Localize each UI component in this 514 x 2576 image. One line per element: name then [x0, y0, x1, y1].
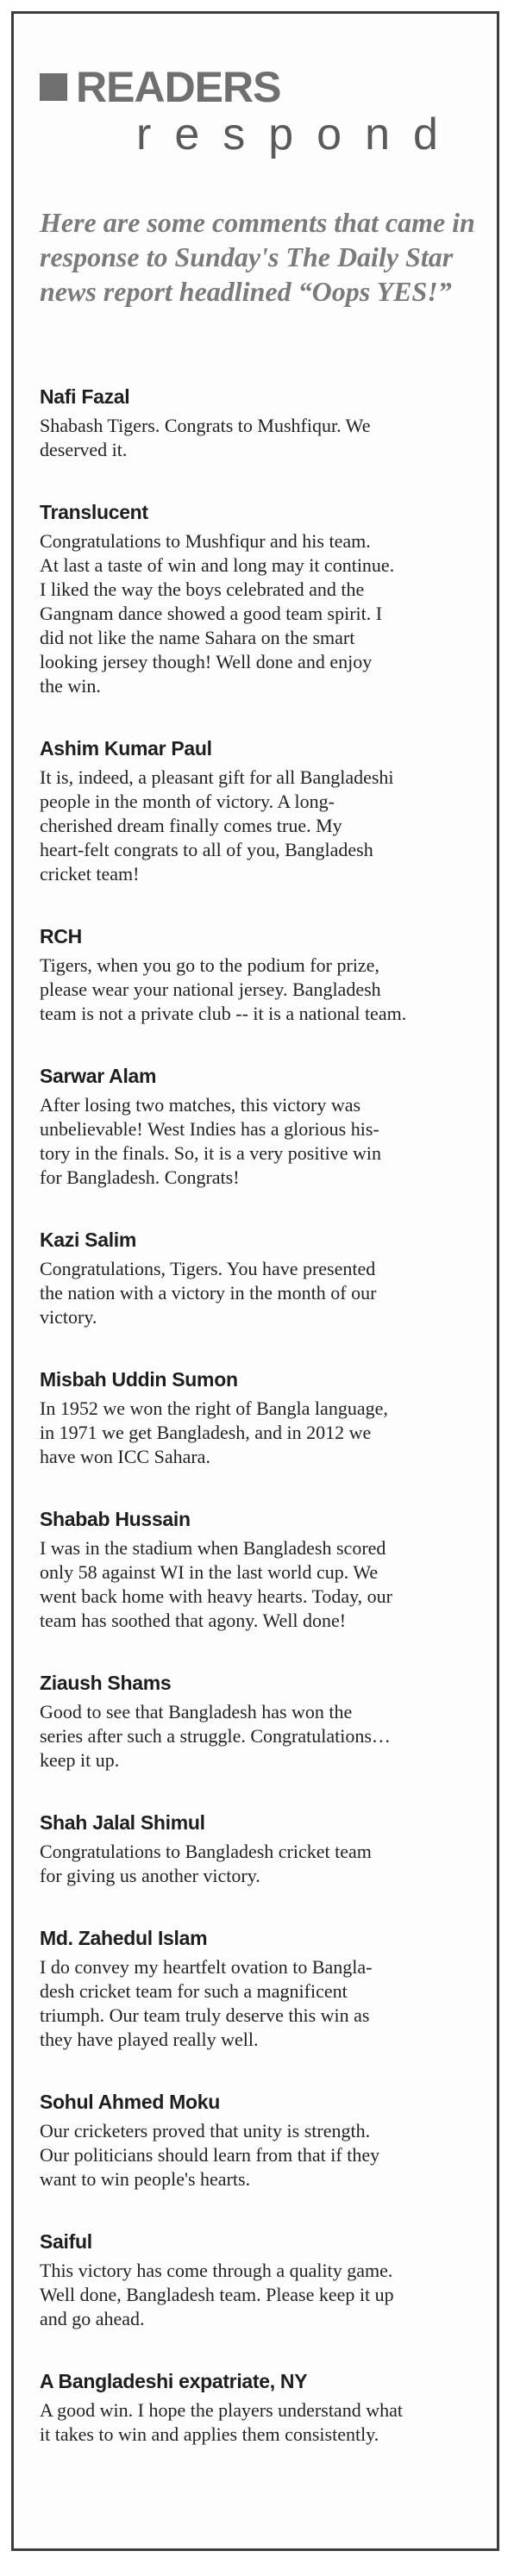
commenter-name: Nafi Fazal: [40, 385, 130, 408]
commenter-name: Ashim Kumar Paul: [40, 737, 212, 760]
comment-text: Good to see that Bangladesh has won the series after such a struggle. Congratulations… keep it up.: [40, 1701, 391, 1771]
comment-item: [40, 2369, 497, 2447]
commenter-name: Shabab Hussain: [40, 1508, 191, 1530]
comment-item: [40, 1671, 497, 1773]
article-frame: [11, 11, 499, 2551]
intro-text: Here are some comments that came in response to Sunday's The Daily Star news report headlined “Oops YES!”: [40, 207, 475, 307]
commenter-name: Shah Jalal Shimul: [40, 1811, 205, 1834]
section-title-respond: respond: [136, 109, 461, 159]
comment-text: This victory has come through a quality game. Well done, Bangladesh team. Please keep it up and go ahead.: [40, 2260, 394, 2329]
comment-text: Our cricketers proved that unity is strength. Our politicians should learn from that if they want to win people's hearts.: [40, 2120, 380, 2190]
commenter-name: Translucent: [40, 501, 148, 523]
comment-item: [40, 924, 497, 1026]
comment-text: I do convey my heartfelt ovation to Bangla- desh cricket team for such a magnificent triumph. Our team truly deserve this win as they have played really well.: [40, 1956, 373, 2050]
comment-text: Congratulations, Tigers. You have presented the nation with a victory in the month of our victory.: [40, 1258, 377, 1328]
comment-item: [40, 1507, 497, 1633]
commenter-name: Saiful: [40, 2230, 92, 2253]
comment-text: Congratulations to Bangladesh cricket team for giving us another victory.: [40, 1841, 372, 1886]
section-header: [40, 61, 497, 173]
commenter-name: A Bangladeshi expatriate, NY: [40, 2370, 308, 2392]
commenter-name: Kazi Salim: [40, 1229, 137, 1251]
comment-text: I was in the stadium when Bangladesh scored only 58 against WI in the last world cup. We went back home with heavy hearts. Today, our team has soothed that agony. Well done!: [40, 1537, 393, 1631]
commenter-name: Md. Zahedul Islam: [40, 1927, 208, 1949]
comment-text: Tigers, when you go to the podium for prize, please wear your national jersey. Bangladesh team is not a private club -- it is a national team.: [40, 954, 407, 1024]
commenter-name: Sarwar Alam: [40, 1065, 157, 1087]
comment-item: [40, 500, 497, 698]
comment-item: [40, 1926, 497, 2052]
commenter-name: Sohul Ahmed Moku: [40, 2091, 221, 2113]
comment-text: After losing two matches, this victory was unbelievable! West Indies has a glorious his- tory in the finals. So, it is a very positive win for Bangladesh. Congrats!: [40, 1094, 381, 1188]
comment-text: Congratulations to Mushfiqur and his team. At last a taste of win and long may it continue. I liked the way the boys celebrated and the Gangnam dance showed a good team spirit. I did not like the name Sahara on the smart looking jersey though! Well done and enjoy the win.: [40, 530, 395, 697]
comment-item: [40, 2090, 497, 2191]
comments-list: [40, 385, 497, 2485]
comment-item: [40, 736, 497, 886]
comment-item: [40, 385, 497, 462]
commenter-name: RCH: [40, 925, 82, 947]
comment-text: In 1952 we won the right of Bangla language, in 1971 we get Bangladesh, and in 2012 we have won ICC Sahara.: [40, 1397, 388, 1467]
commenter-name: Ziaush Shams: [40, 1672, 172, 1694]
comment-item: [40, 1810, 497, 1888]
square-bullet-icon: [40, 73, 67, 101]
section-title-readers: READERS: [76, 63, 281, 111]
comment-text: Shabash Tigers. Congrats to Mushfiqur. We deserved it.: [40, 415, 371, 460]
comment-item: [40, 1064, 497, 1190]
commenter-name: Misbah Uddin Sumon: [40, 1368, 238, 1391]
comment-item: [40, 2229, 497, 2331]
comment-item: [40, 1367, 497, 1469]
comment-text: A good win. I hope the players understand what it takes to win and applies them consistently.: [40, 2399, 403, 2445]
comment-text: It is, indeed, a pleasant gift for all Bangladeshi people in the month of victory. A long- cherished dream finally comes true. My heart-felt congrats to all of you, Bangladesh cricket team!: [40, 766, 394, 885]
comment-item: [40, 1228, 497, 1329]
